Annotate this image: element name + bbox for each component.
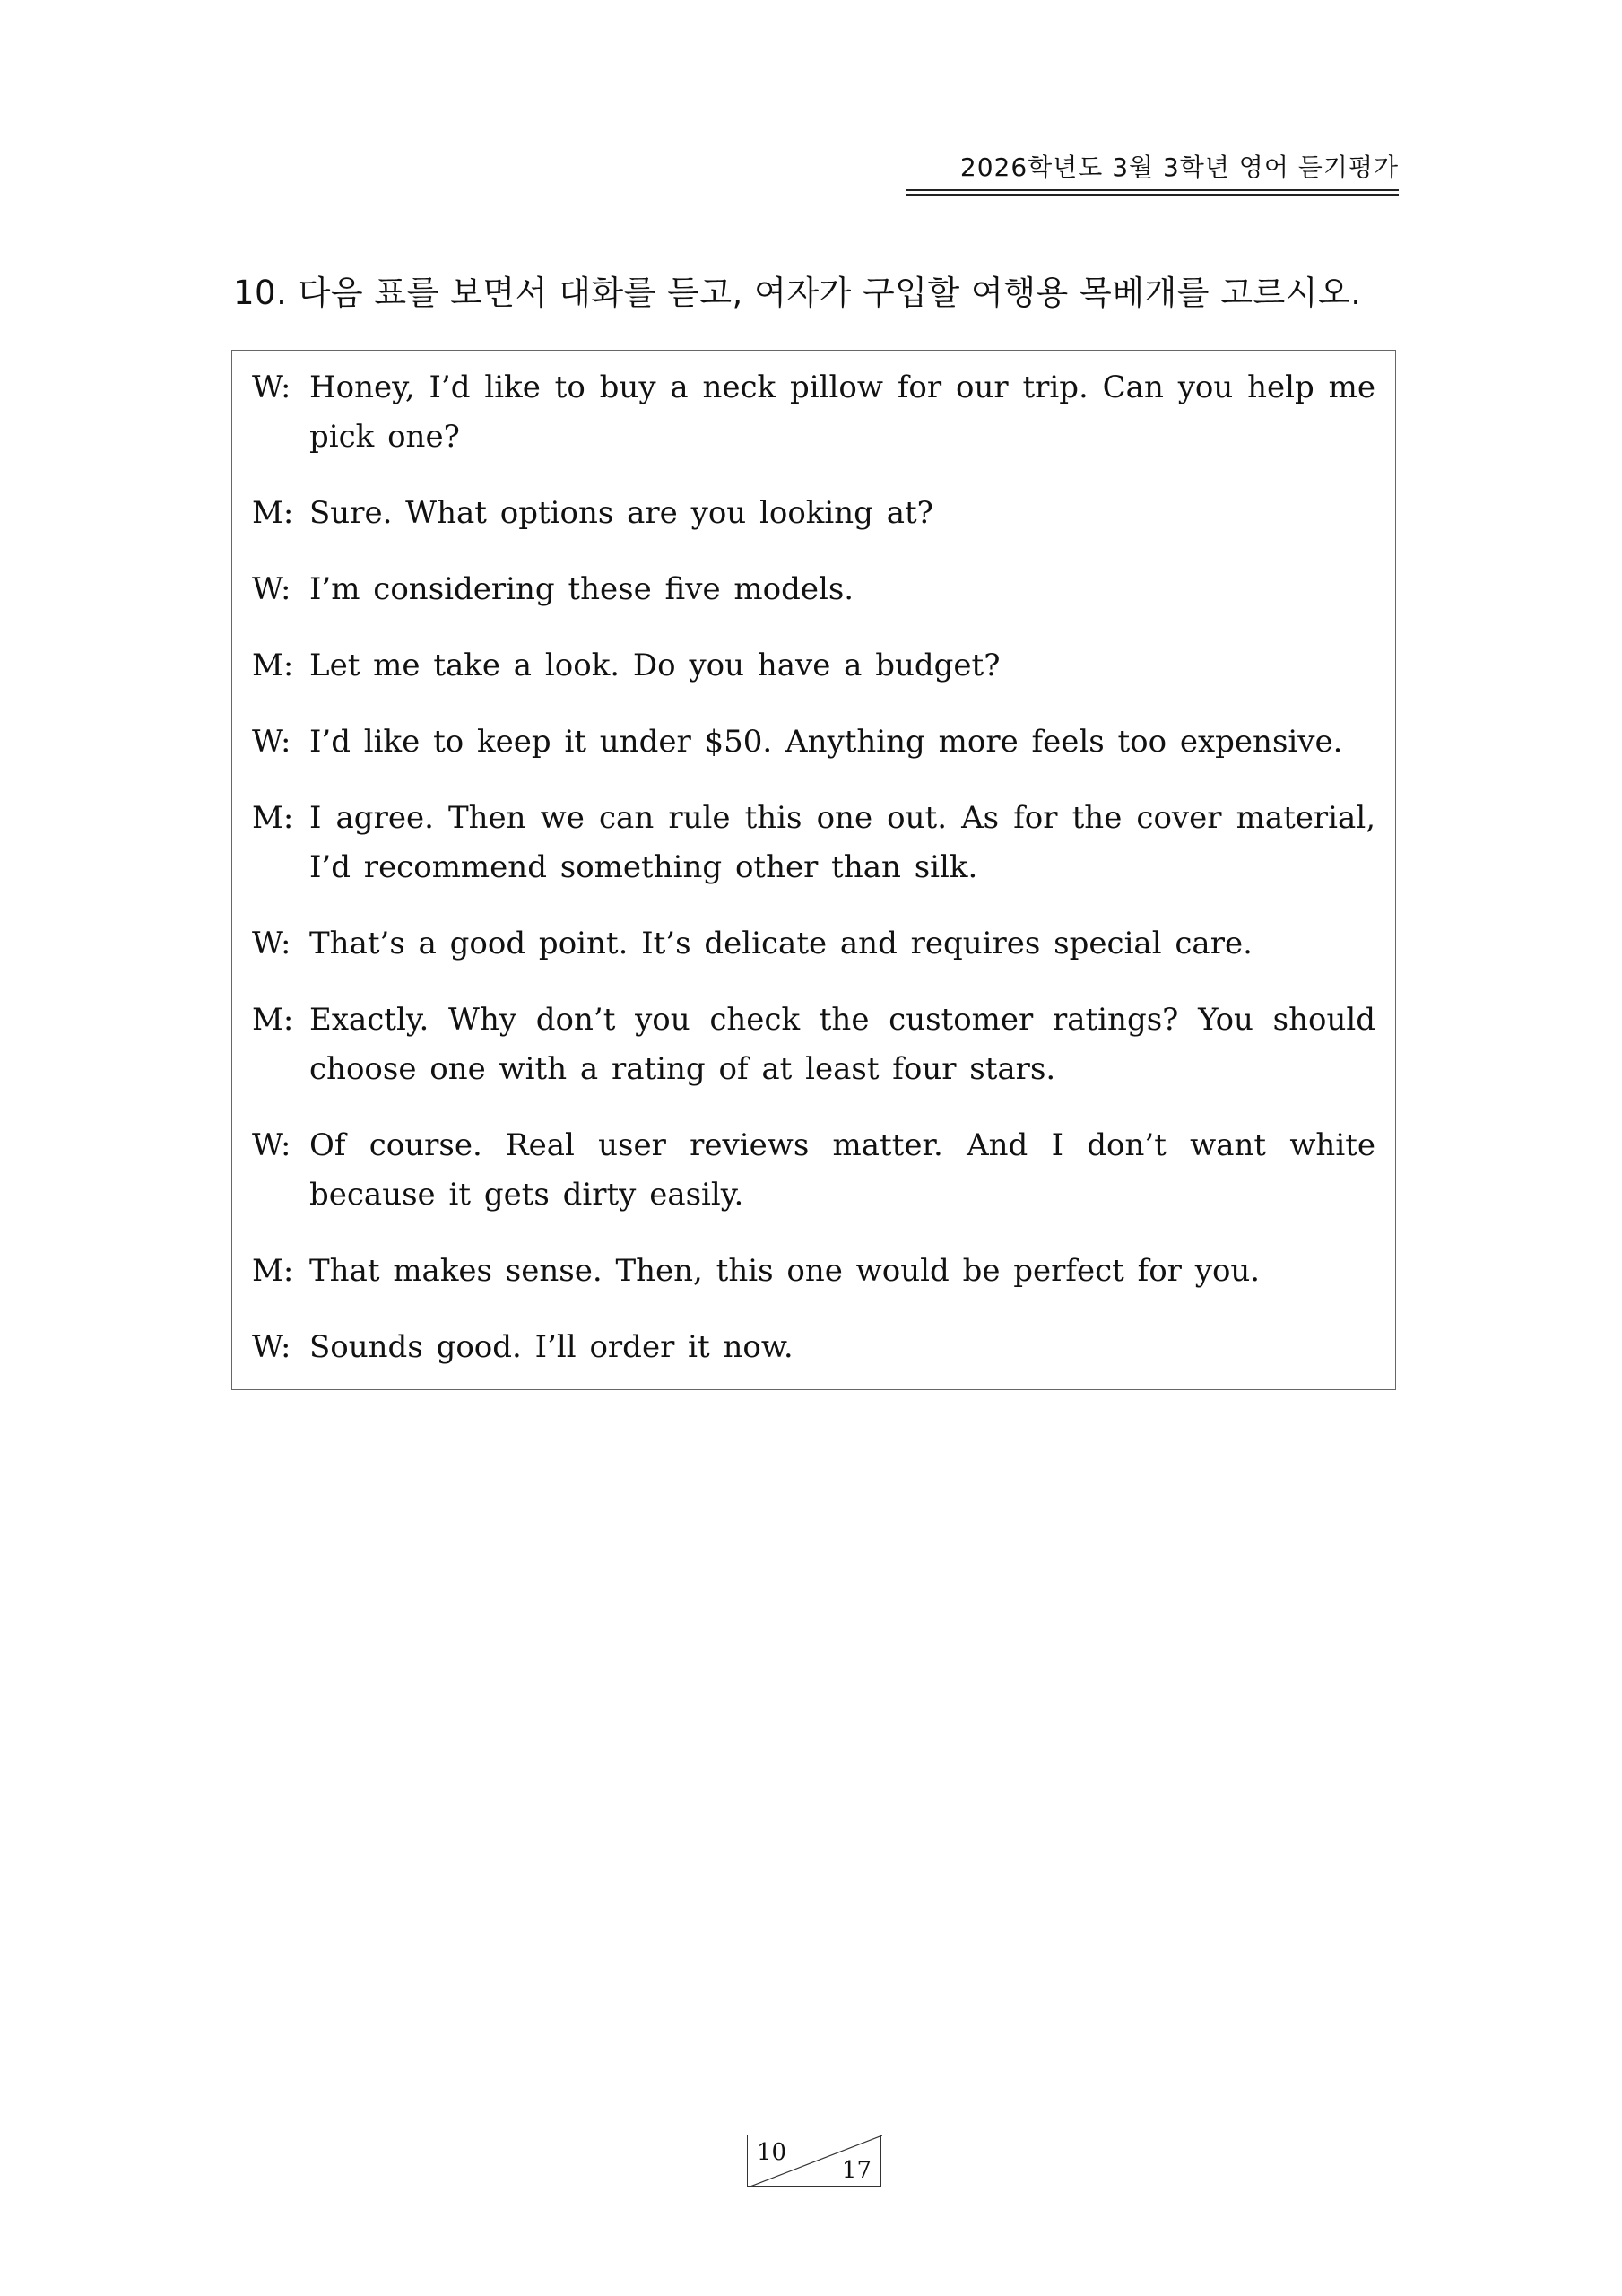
speaker-label: W: <box>252 370 291 405</box>
speaker-label: M: <box>252 1002 294 1038</box>
dialogue-box <box>231 350 1396 1390</box>
speaker-label: M: <box>252 495 294 531</box>
utterance-text: Let me take a look. Do you have a budget? <box>309 648 1001 683</box>
speaker-label: W: <box>252 1127 291 1163</box>
dialogue-line <box>252 1121 1375 1220</box>
question-text: 10. 다음 표를 보면서 대화를 듣고, 여자가 구입할 여행용 목베개를 고르시오. <box>233 274 1362 312</box>
speaker-label: W: <box>252 926 291 961</box>
dialogue-line <box>252 1247 1375 1296</box>
utterance-text: Sure. What options are you looking at? <box>309 495 933 531</box>
dialogue-line <box>252 641 1375 691</box>
page-current: 10 <box>757 2139 787 2166</box>
dialogue-line <box>252 794 1375 892</box>
dialogue-line <box>252 565 1375 614</box>
dialogue-line <box>252 363 1375 462</box>
utterance-text: I agree. Then we can rule this one out. As for the cover material, I’d recommend something other than silk. <box>309 800 1375 885</box>
speaker-label: M: <box>252 800 294 836</box>
speaker-label: M: <box>252 1253 294 1289</box>
page-total: 17 <box>841 2157 872 2184</box>
utterance-text: That’s a good point. It’s delicate and requires special care. <box>309 926 1253 961</box>
utterance-text: I’m considering these five models. <box>309 571 854 607</box>
utterance-text: That makes sense. Then, this one would be perfect for you. <box>309 1253 1261 1289</box>
speaker-label: W: <box>252 1329 291 1365</box>
utterance-text: I’d like to keep it under $50. Anything more feels too expensive. <box>309 724 1343 760</box>
exam-header: 2026학년도 3월 3학년 영어 듣기평가 <box>906 148 1399 191</box>
dialogue-line <box>252 919 1375 969</box>
dialogue-line <box>252 489 1375 538</box>
speaker-label: M: <box>252 648 294 683</box>
utterance-text: Sounds good. I’ll order it now. <box>309 1329 794 1365</box>
utterance-text: Honey, I’d like to buy a neck pillow for our trip. Can you help me pick one? <box>309 370 1375 455</box>
dialogue-line <box>252 1323 1375 1372</box>
dialogue-line <box>252 718 1375 767</box>
utterance-text: Exactly. Why don’t you check the customer ratings? You should choose one with a rating of at least four stars. <box>309 1002 1375 1087</box>
speaker-label: W: <box>252 571 291 607</box>
page-number-box <box>747 2135 881 2187</box>
dialogue-line <box>252 996 1375 1094</box>
header-double-rule <box>906 194 1399 196</box>
speaker-label: W: <box>252 724 291 760</box>
utterance-text: Of course. Real user reviews matter. And I don’t want white because it gets dirty easily. <box>309 1127 1375 1213</box>
